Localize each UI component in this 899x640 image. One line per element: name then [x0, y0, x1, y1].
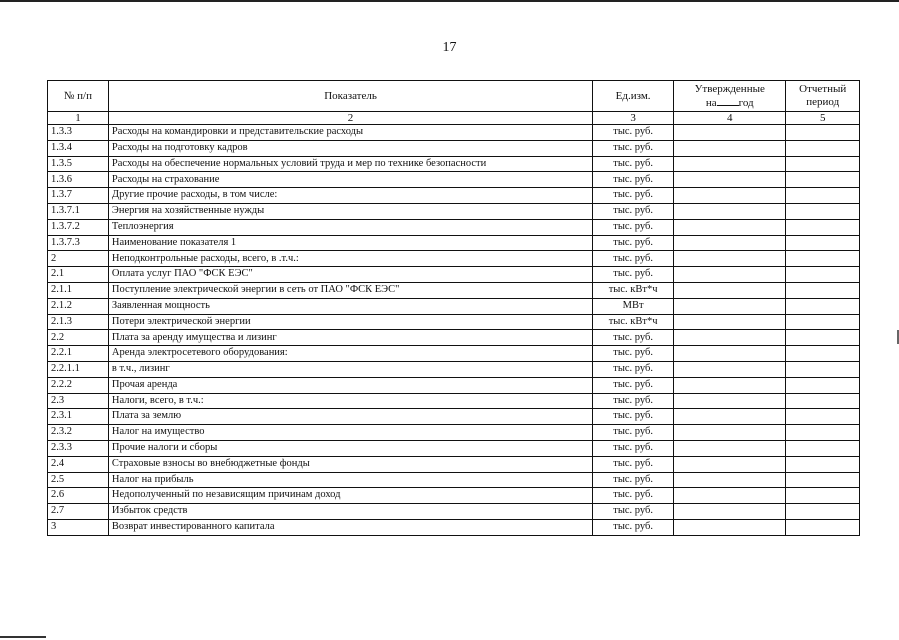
header-approved-line1: Утвержденные — [694, 82, 765, 95]
row-number-cell: 1.3.7.1 — [48, 203, 109, 219]
row-number-cell: 2.3.2 — [48, 425, 109, 441]
row-unit-cell: тыс. руб. — [593, 440, 674, 456]
row-unit-cell: тыс. руб. — [593, 140, 674, 156]
row-unit-cell: тыс. руб. — [593, 504, 674, 520]
row-indicator-cell: Теплоэнергия — [108, 219, 592, 235]
row-unit-cell: тыс. руб. — [593, 425, 674, 441]
row-indicator-cell: Наименование показателя 1 — [108, 235, 592, 251]
row-approved-cell — [674, 504, 786, 520]
row-unit-cell: тыс. руб. — [593, 219, 674, 235]
page-number: 17 — [442, 40, 457, 55]
column-number: 1 — [48, 112, 109, 125]
row-number-cell: 2.2.2 — [48, 377, 109, 393]
row-number-cell: 1.3.7.2 — [48, 219, 109, 235]
row-indicator-cell: Страховые взносы во внебюджетные фонды — [108, 456, 592, 472]
table-row — [48, 140, 860, 156]
row-number-cell: 2.4 — [48, 456, 109, 472]
row-number-cell: 1.3.5 — [48, 156, 109, 172]
row-indicator-cell: Другие прочие расходы, в том числе: — [108, 188, 592, 204]
header-reporting — [786, 81, 860, 112]
row-reporting-cell — [786, 330, 860, 346]
row-indicator-cell: Плата за аренду имущества и лизинг — [108, 330, 592, 346]
row-indicator-cell: Налог на прибыль — [108, 472, 592, 488]
row-reporting-cell — [786, 282, 860, 298]
row-approved-cell — [674, 156, 786, 172]
row-number-cell: 1.3.7 — [48, 188, 109, 204]
column-number: 2 — [108, 112, 592, 125]
row-approved-cell — [674, 251, 786, 267]
row-approved-cell — [674, 235, 786, 251]
table-row — [48, 504, 860, 520]
row-indicator-cell: Расходы на командировки и представительские расходы — [108, 125, 592, 141]
row-reporting-cell — [786, 251, 860, 267]
row-reporting-cell — [786, 314, 860, 330]
table-row — [48, 156, 860, 172]
row-reporting-cell — [786, 125, 860, 141]
table-row — [48, 267, 860, 283]
row-indicator-cell: Налоги, всего, в т.ч.: — [108, 393, 592, 409]
row-indicator-cell: Потери электрической энергии — [108, 314, 592, 330]
row-unit-cell: тыс. кВт*ч — [593, 314, 674, 330]
row-unit-cell: тыс. руб. — [593, 188, 674, 204]
row-indicator-cell: Плата за землю — [108, 409, 592, 425]
row-approved-cell — [674, 219, 786, 235]
row-approved-cell — [674, 203, 786, 219]
row-indicator-cell: Аренда электросетевого оборудования: — [108, 346, 592, 362]
row-unit-cell: тыс. руб. — [593, 456, 674, 472]
row-unit-cell: МВт — [593, 298, 674, 314]
header-approved-year-blank — [717, 96, 739, 106]
page-top-edge — [0, 0, 899, 2]
row-number-cell: 2.1 — [48, 267, 109, 283]
row-number-cell: 2.3.1 — [48, 409, 109, 425]
row-number-cell: 1.3.6 — [48, 172, 109, 188]
row-approved-cell — [674, 377, 786, 393]
header-approved — [674, 81, 786, 112]
row-approved-cell — [674, 456, 786, 472]
row-approved-cell — [674, 314, 786, 330]
column-number: 4 — [674, 112, 786, 125]
row-indicator-cell: Расходы на обеспечение нормальных условий труда и мер по технике безопасности — [108, 156, 592, 172]
row-number-cell: 2.7 — [48, 504, 109, 520]
row-number-cell: 2.1.2 — [48, 298, 109, 314]
row-unit-cell: тыс. руб. — [593, 330, 674, 346]
table-row — [48, 440, 860, 456]
row-indicator-cell: Расходы на подготовку кадров — [108, 140, 592, 156]
row-approved-cell — [674, 361, 786, 377]
row-reporting-cell — [786, 377, 860, 393]
table-row — [48, 409, 860, 425]
row-indicator-cell: Неподконтрольные расходы, всего, в .т.ч.: — [108, 251, 592, 267]
row-indicator-cell: Избыток средств — [108, 504, 592, 520]
row-approved-cell — [674, 140, 786, 156]
row-unit-cell: тыс. руб. — [593, 251, 674, 267]
row-number-cell: 3 — [48, 519, 109, 535]
row-reporting-cell — [786, 456, 860, 472]
row-unit-cell: тыс. кВт*ч — [593, 282, 674, 298]
row-reporting-cell — [786, 156, 860, 172]
table-body — [48, 125, 860, 536]
table-row — [48, 456, 860, 472]
row-reporting-cell — [786, 504, 860, 520]
table-row — [48, 282, 860, 298]
row-indicator-cell: Прочая аренда — [108, 377, 592, 393]
row-approved-cell — [674, 346, 786, 362]
row-reporting-cell — [786, 267, 860, 283]
row-reporting-cell — [786, 235, 860, 251]
table-row — [48, 188, 860, 204]
row-number-cell: 2.2.1.1 — [48, 361, 109, 377]
row-indicator-cell: Энергия на хозяйственные нужды — [108, 203, 592, 219]
row-unit-cell: тыс. руб. — [593, 156, 674, 172]
scan-edge-mark — [0, 636, 46, 638]
row-unit-cell: тыс. руб. — [593, 203, 674, 219]
row-indicator-cell: Прочие налоги и сборы — [108, 440, 592, 456]
header-num: № п/п — [48, 81, 109, 112]
header-approved-prefix: на — [705, 96, 717, 109]
row-unit-cell: тыс. руб. — [593, 235, 674, 251]
row-reporting-cell — [786, 519, 860, 535]
row-approved-cell — [674, 519, 786, 535]
table-row — [48, 488, 860, 504]
column-number-row — [48, 112, 860, 125]
row-indicator-cell: Недополученный по независящим причинам доход — [108, 488, 592, 504]
row-unit-cell: тыс. руб. — [593, 125, 674, 141]
row-reporting-cell — [786, 488, 860, 504]
row-approved-cell — [674, 488, 786, 504]
row-unit-cell: тыс. руб. — [593, 172, 674, 188]
row-unit-cell: тыс. руб. — [593, 377, 674, 393]
column-number: 3 — [593, 112, 674, 125]
row-unit-cell: тыс. руб. — [593, 346, 674, 362]
row-number-cell: 1.3.3 — [48, 125, 109, 141]
table-row — [48, 219, 860, 235]
table-row — [48, 330, 860, 346]
row-reporting-cell — [786, 172, 860, 188]
table-row — [48, 203, 860, 219]
row-unit-cell: тыс. руб. — [593, 409, 674, 425]
header-indicator: Показатель — [108, 81, 592, 112]
row-unit-cell: тыс. руб. — [593, 488, 674, 504]
row-indicator-cell: Расходы на страхование — [108, 172, 592, 188]
row-reporting-cell — [786, 298, 860, 314]
row-approved-cell — [674, 409, 786, 425]
row-number-cell: 2 — [48, 251, 109, 267]
report-table — [47, 80, 860, 536]
row-approved-cell — [674, 298, 786, 314]
table-row — [48, 298, 860, 314]
row-approved-cell — [674, 472, 786, 488]
row-indicator-cell: Налог на имущество — [108, 425, 592, 441]
row-unit-cell: тыс. руб. — [593, 361, 674, 377]
row-number-cell: 2.2.1 — [48, 346, 109, 362]
row-reporting-cell — [786, 393, 860, 409]
row-approved-cell — [674, 282, 786, 298]
row-reporting-cell — [786, 346, 860, 362]
row-number-cell: 2.3.3 — [48, 440, 109, 456]
table-row — [48, 125, 860, 141]
table-row — [48, 472, 860, 488]
table-header-row — [48, 81, 860, 112]
row-number-cell: 2.2 — [48, 330, 109, 346]
row-unit-cell: тыс. руб. — [593, 393, 674, 409]
row-approved-cell — [674, 393, 786, 409]
row-number-cell: 2.1.1 — [48, 282, 109, 298]
row-number-cell: 2.1.3 — [48, 314, 109, 330]
row-approved-cell — [674, 440, 786, 456]
row-approved-cell — [674, 188, 786, 204]
header-approved-suffix: год — [738, 96, 754, 109]
table-row — [48, 393, 860, 409]
row-indicator-cell: Заявленная мощность — [108, 298, 592, 314]
row-approved-cell — [674, 330, 786, 346]
table-row — [48, 172, 860, 188]
row-number-cell: 2.5 — [48, 472, 109, 488]
table-row — [48, 235, 860, 251]
row-indicator-cell: Возврат инвестированного капитала — [108, 519, 592, 535]
row-reporting-cell — [786, 140, 860, 156]
row-approved-cell — [674, 425, 786, 441]
table-row — [48, 519, 860, 535]
row-indicator-cell: в т.ч., лизинг — [108, 361, 592, 377]
table-row — [48, 377, 860, 393]
table-row — [48, 346, 860, 362]
row-number-cell: 2.6 — [48, 488, 109, 504]
row-reporting-cell — [786, 409, 860, 425]
row-approved-cell — [674, 125, 786, 141]
row-approved-cell — [674, 267, 786, 283]
row-unit-cell: тыс. руб. — [593, 267, 674, 283]
header-reporting-line1: Отчетный — [799, 83, 847, 96]
header-reporting-line2: период — [806, 96, 840, 108]
row-indicator-cell: Поступление электрической энергии в сеть от ПАО "ФСК ЕЭС" — [108, 282, 592, 298]
row-number-cell: 2.3 — [48, 393, 109, 409]
table-row — [48, 361, 860, 377]
column-number: 5 — [786, 112, 860, 125]
table-row — [48, 314, 860, 330]
header-unit: Ед.изм. — [593, 81, 674, 112]
row-approved-cell — [674, 172, 786, 188]
row-reporting-cell — [786, 425, 860, 441]
table-row — [48, 425, 860, 441]
table-row — [48, 251, 860, 267]
row-reporting-cell — [786, 203, 860, 219]
row-indicator-cell: Оплата услуг ПАО "ФСК ЕЭС" — [108, 267, 592, 283]
row-reporting-cell — [786, 361, 860, 377]
row-reporting-cell — [786, 440, 860, 456]
row-unit-cell: тыс. руб. — [593, 519, 674, 535]
row-number-cell: 1.3.4 — [48, 140, 109, 156]
row-reporting-cell — [786, 472, 860, 488]
row-unit-cell: тыс. руб. — [593, 472, 674, 488]
row-number-cell: 1.3.7.3 — [48, 235, 109, 251]
row-reporting-cell — [786, 219, 860, 235]
row-reporting-cell — [786, 188, 860, 204]
